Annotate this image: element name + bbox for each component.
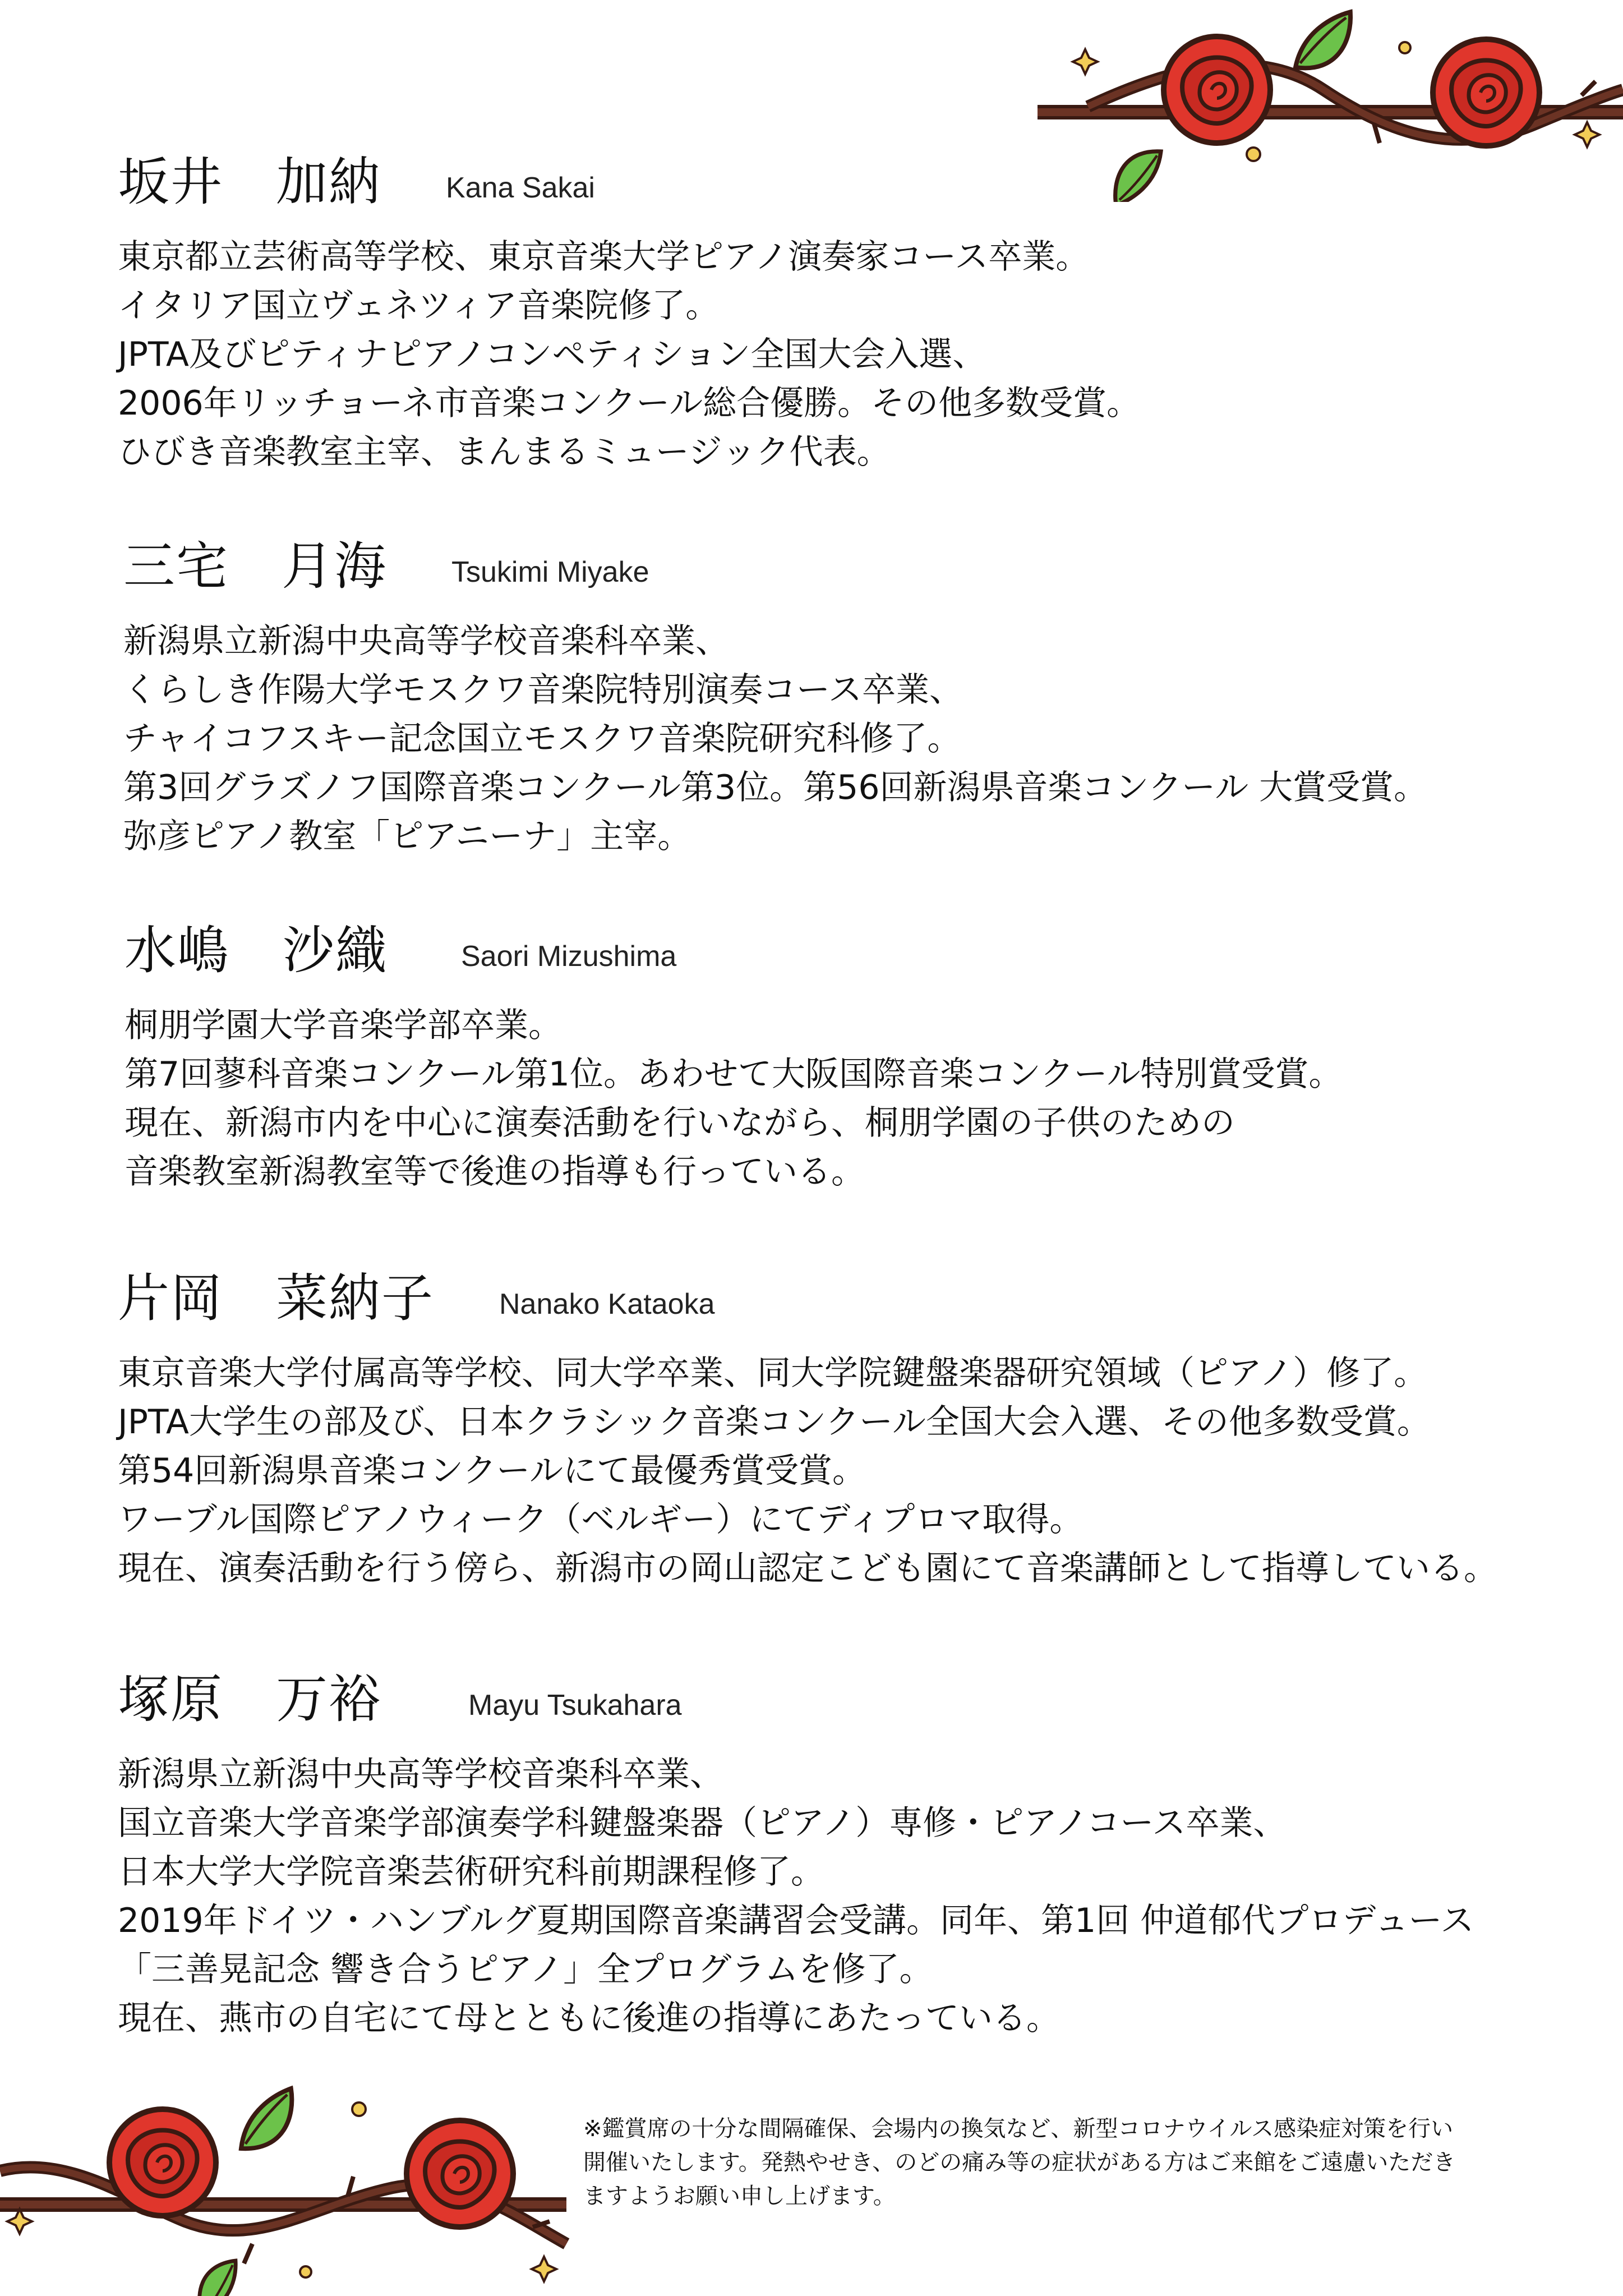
bio-line: JPTA及びピティナピアノコンペティション全国大会入選、 — [118, 335, 986, 374]
bio — [118, 1349, 1497, 1593]
name-row — [123, 533, 1427, 611]
bio — [118, 233, 1140, 477]
name-en: Kana Sakai — [446, 172, 595, 204]
sparkle-icon — [300, 2266, 311, 2277]
name-row — [125, 917, 1343, 996]
bio-line: 現在、演奏活動を行う傍ら、新潟市の岡山認定こども園にて音楽講師として指導している。 — [118, 1549, 1497, 1588]
leaf-icon — [1285, 12, 1362, 72]
rose-icon — [109, 2109, 216, 2216]
bio-line: 第54回新潟県音楽コンクールにて最優秀賞受賞。 — [118, 1451, 866, 1490]
name-jp: 坂井 加納 — [118, 152, 382, 212]
bio-line: 音楽教室新潟教室等で後進の指導も行っている。 — [125, 1152, 865, 1191]
name-jp: 三宅 月海 — [123, 536, 388, 596]
bio-line: ひびき音楽教室主宰、まんまるミュージック代表。 — [118, 432, 891, 472]
bio-line: 国立音楽大学音楽学部演奏学科鍵盤楽器（ピアノ）専修・ピアノコース卒業、 — [118, 1803, 1287, 1843]
name-en: Saori Mizushima — [461, 940, 677, 973]
bio-line: 日本大学大学院音楽芸術研究科前期課程修了。 — [118, 1852, 824, 1892]
bio — [123, 617, 1427, 861]
name-en: Tsukimi Miyake — [451, 556, 649, 588]
bio — [125, 1001, 1343, 1197]
sparkle-icon — [352, 2102, 366, 2116]
sparkle-icon — [1247, 148, 1260, 161]
bio-line: 桐朋学園大学音楽学部卒業。 — [125, 1006, 562, 1045]
bio-line: チャイコフスキー記念国立モスクワ音楽院研究科修了。 — [123, 719, 961, 758]
sparkle-icon — [532, 2257, 556, 2281]
rose-icon — [1433, 39, 1539, 146]
bio-line: くらしき作陽大学モスクワ音楽院特別演奏コース卒業、 — [123, 670, 963, 710]
sparkle-icon — [7, 2209, 32, 2234]
bio-line: 「三善晃記念 響き合うピアノ」全プログラムを修了。 — [118, 1950, 933, 1989]
name-row — [118, 1666, 1474, 1745]
notice-line: ※鑑賞席の十分な間隔確保、会場内の換気など、新型コロナウイルス感染症対策を行い — [583, 2116, 1454, 2142]
name-jp: 塚原 万裕 — [118, 1669, 382, 1729]
leaf-icon — [184, 2257, 252, 2296]
name-jp: 片岡 菜納子 — [118, 1268, 435, 1328]
bio-line: 2019年ドイツ・ハンブルグ夏期国際音楽講習会受講。同年、第1回 仲道郁代プロデュース — [118, 1901, 1474, 1940]
bio-line: 東京音楽大学付属高等学校、同大学卒業、同大学院鍵盤楽器研究領域（ピアノ）修了。 — [118, 1354, 1428, 1393]
notice-line: 開催いたします。発熱やせき、のどの痛み等の症状がある方はご来館をご遠慮いただき — [583, 2150, 1456, 2175]
name-jp: 水嶋 沙織 — [125, 921, 389, 981]
bio — [118, 1750, 1474, 2043]
sparkle-icon — [1575, 122, 1599, 147]
bio-line: 現在、燕市の自宅にて母とともに後進の指導にあたっている。 — [118, 1999, 1060, 2038]
notice-line: ますようお願い申し上げます。 — [583, 2183, 896, 2209]
profile-tsukahara — [118, 1666, 1474, 2043]
name-en: Nanako Kataoka — [499, 1288, 715, 1320]
bio-line: 第7回蓼科音楽コンクール第1位。あわせて大阪国際音楽コンクール特別賞受賞。 — [125, 1055, 1343, 1094]
bio-line: JPTA大学生の部及び、日本クラシック音楽コンクール全国大会入選、その他多数受賞。 — [118, 1402, 1431, 1442]
bio-line: 現在、新潟市内を中心に演奏活動を行いながら、桐朋学園の子供のための — [125, 1103, 1235, 1143]
profile-mizushima — [125, 917, 1343, 1197]
bio-line: 第3回グラズノフ国際音楽コンクール第3位。第56回新潟県音楽コンクール 大賞受賞。 — [123, 768, 1428, 807]
bio-line: 弥彦ピアノ教室「ピアニーナ」主宰。 — [123, 817, 691, 856]
name-en: Mayu Tsukahara — [468, 1689, 682, 1722]
sparkle-icon — [1073, 49, 1098, 74]
bio-line: 新潟県立新潟中央高等学校音楽科卒業、 — [118, 1755, 723, 1794]
leaf-icon — [228, 2088, 306, 2153]
rose-icon — [407, 2120, 513, 2227]
bio-line: 東京都立芸術高等学校、東京音楽大学ピアノ演奏家コース卒業。 — [118, 237, 1090, 277]
profile-kataoka — [118, 1265, 1497, 1593]
rose-icon — [1164, 36, 1270, 143]
bio-line: 2006年リッチョーネ市音楽コンクール総合優勝。その他多数受賞。 — [118, 384, 1141, 423]
covid-notice — [583, 2112, 1598, 2213]
bio-line: ワーブル国際ピアノウィーク（ベルギー）にてディプロマ取得。 — [118, 1500, 1083, 1539]
name-row — [118, 1265, 1497, 1343]
bio-line: イタリア国立ヴェネツィア音楽院修了。 — [118, 286, 720, 325]
sparkle-icon — [1399, 42, 1410, 53]
profile-miyake — [123, 533, 1427, 861]
profile-sakai — [118, 149, 1140, 477]
rose-vine-decoration-bottom — [0, 2076, 583, 2296]
bio-line: 新潟県立新潟中央高等学校音楽科卒業、 — [123, 622, 729, 661]
name-row — [118, 149, 1140, 227]
